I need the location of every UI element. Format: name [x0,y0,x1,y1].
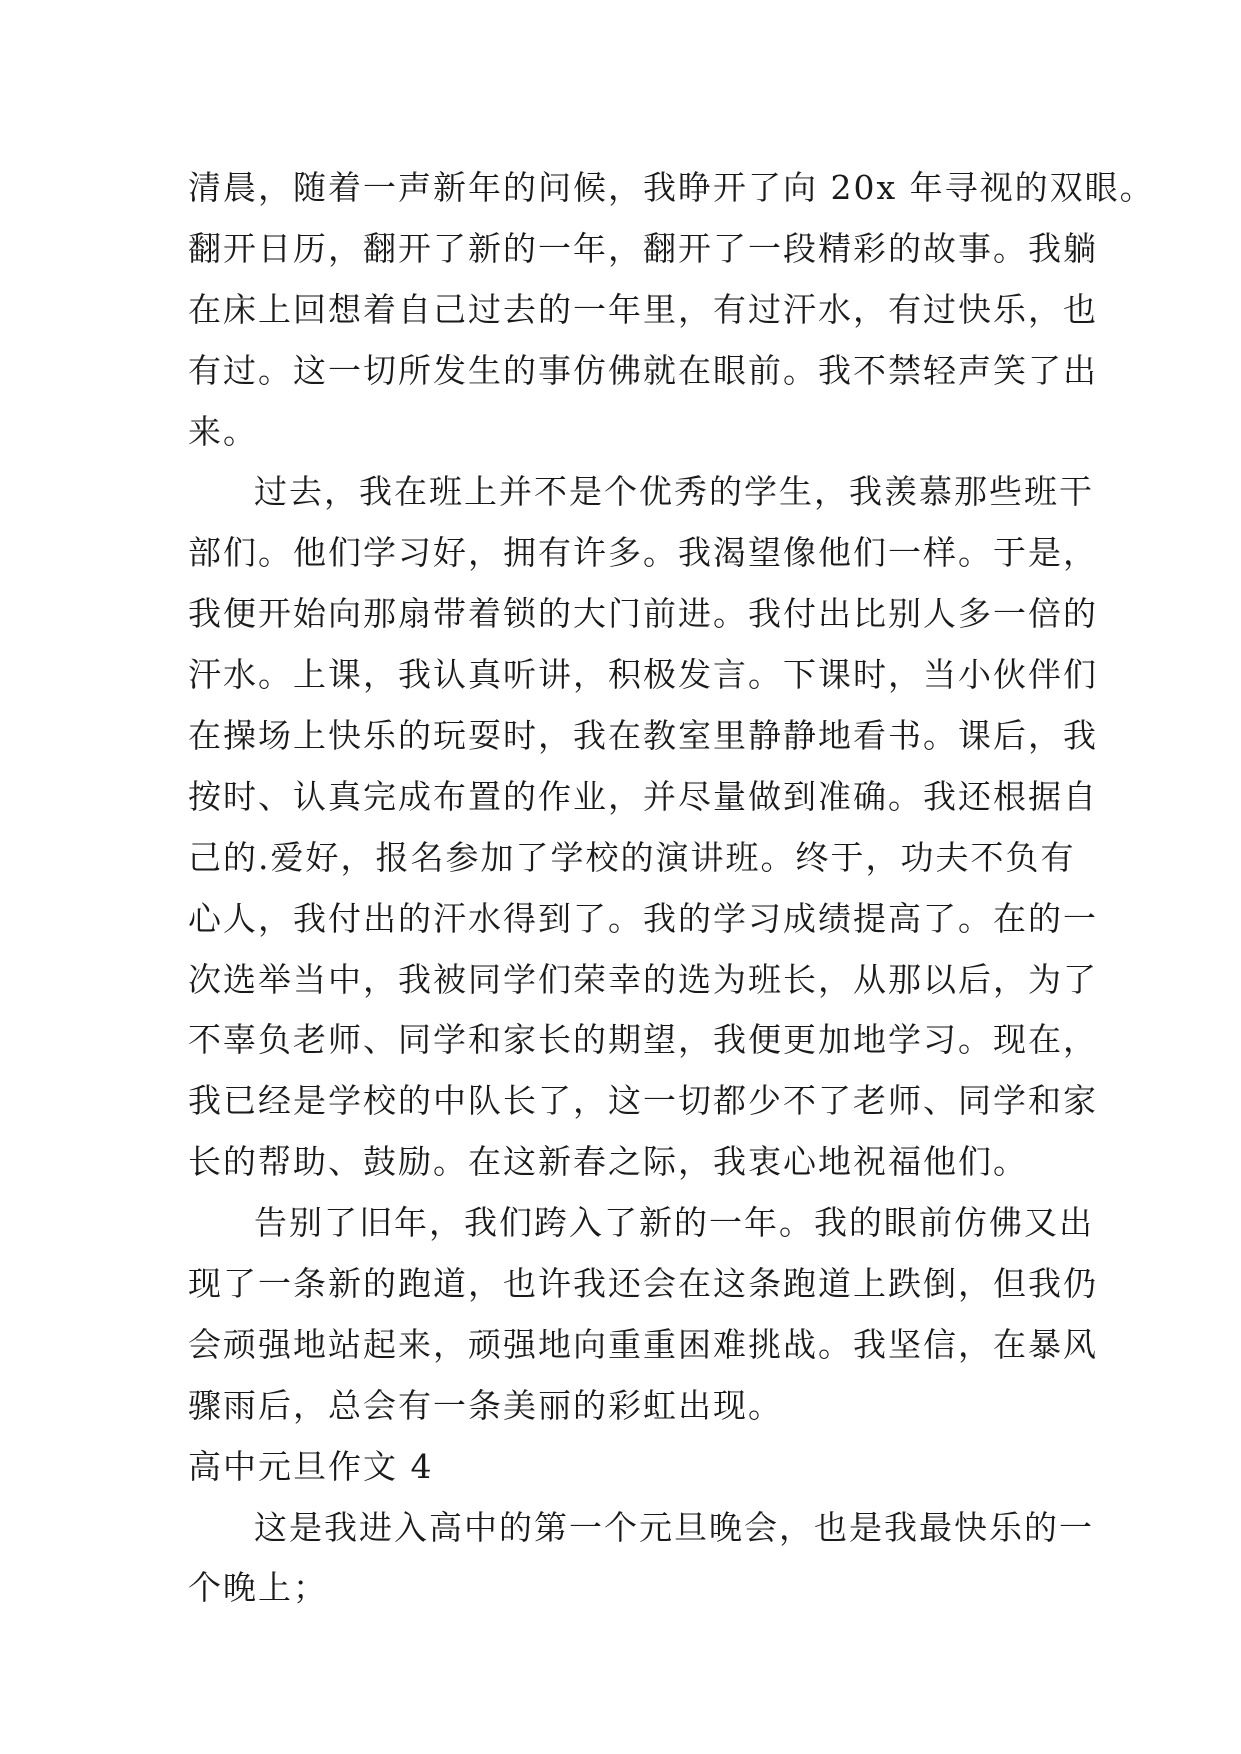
paragraph-first-line: 告别了旧年，我们跨入了新的一年。我的眼前仿佛又出 [254,1203,1094,1243]
text-line: 长的帮助、鼓励。在这新春之际，我衷心地祝福他们。 [188,1142,1028,1182]
text-line: 次选举当中，我被同学们荣幸的选为班长，从那以后，为了 [188,959,1098,999]
text-line: 己的.爱好，报名参加了学校的演讲班。终于，功夫不负有 [188,837,1076,877]
document-body [188,158,1155,1619]
text-line: 在床上回想着自己过去的一年里，有过汗水，有过快乐，也 [188,289,1098,329]
text-line: 有过。这一切所发生的事仿佛就在眼前。我不禁轻声笑了出 [188,350,1098,390]
paragraph-first-line: 过去，我在班上并不是个优秀的学生，我羡慕那些班干 [254,472,1094,512]
section-heading: 高中元旦作文 4 [188,1446,434,1486]
text-line: 现了一条新的跑道，也许我还会在这条跑道上跌倒，但我仍 [188,1264,1098,1304]
text-line: 我便开始向那扇带着锁的大门前进。我付出比别人多一倍的 [188,594,1098,634]
text-line: 汗水。上课，我认真听讲，积极发言。下课时，当小伙伴们 [188,655,1098,695]
text-line: 我已经是学校的中队长了，这一切都少不了老师、同学和家 [188,1081,1098,1121]
text-line: 骤雨后，总会有一条美丽的彩虹出现。 [188,1385,783,1425]
text-line: 清晨，随着一声新年的问候，我睁开了向 20x 年寻视的双眼。 [188,168,1155,207]
text-line: 按时、认真完成布置的作业，并尽量做到准确。我还根据自 [188,776,1098,816]
text-line: 翻开日历，翻开了新的一年，翻开了一段精彩的故事。我躺 [188,228,1098,268]
text-line: 会顽强地站起来，顽强地向重重困难挑战。我坚信，在暴风 [188,1324,1098,1364]
text-line: 部们。他们学习好，拥有许多。我渴望像他们一样。于是， [188,533,1098,573]
text-line: 心人，我付出的汗水得到了。我的学习成绩提高了。在的一 [188,898,1098,938]
paragraph-first-line: 这是我进入高中的第一个元旦晚会，也是我最快乐的一 [254,1507,1094,1547]
text-line: 在操场上快乐的玩耍时，我在教室里静静地看书。课后，我 [188,716,1098,756]
text-line: 来。 [188,411,258,451]
text-line: 不辜负老师、同学和家长的期望，我便更加地学习。现在， [188,1020,1098,1060]
text-line: 个晚上； [188,1568,328,1608]
